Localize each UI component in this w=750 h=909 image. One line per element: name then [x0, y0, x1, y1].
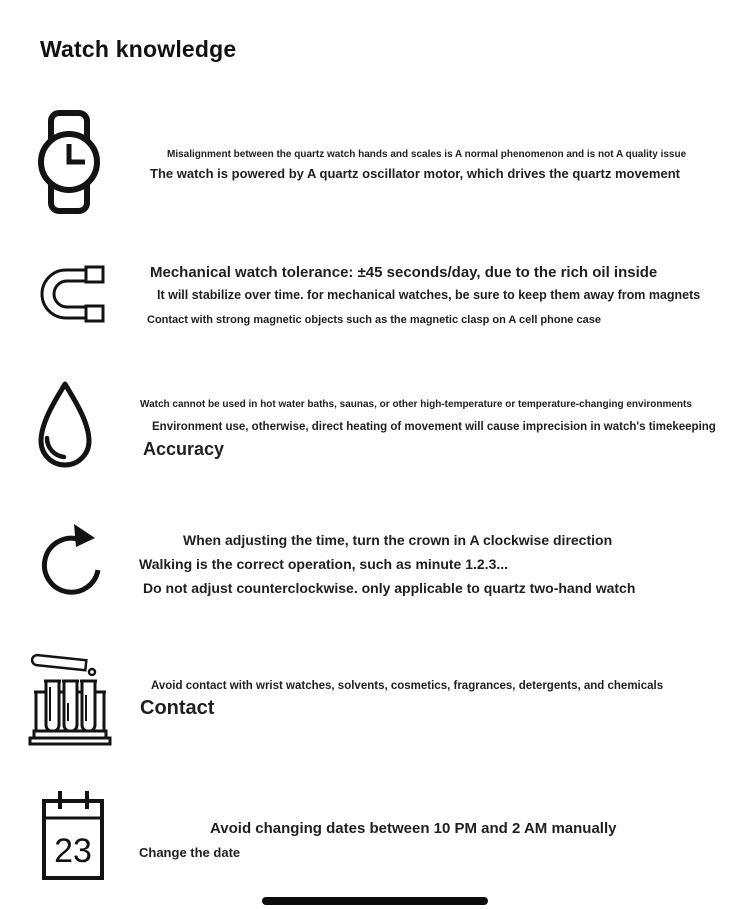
- section-heading: Avoid changing dates between 10 PM and 2 AM manually: [210, 820, 617, 837]
- section-note: Misalignment between the quartz watch hands and scales is A normal phenomenon and is not A quality issue: [167, 149, 687, 160]
- section-quartz-movement: [0, 108, 750, 218]
- page-title: Watch knowledge: [40, 36, 237, 62]
- section-note: Watch cannot be used in hot water baths, saunas, or other high-temperature or temperature-changing environments: [140, 399, 692, 410]
- home-indicator-bar[interactable]: [262, 897, 488, 905]
- section-time-adjustment: [0, 518, 750, 608]
- section-note: Contact with strong magnetic objects such as the magnetic clasp on A cell phone case: [147, 314, 601, 326]
- water-drop-icon: [33, 378, 97, 480]
- test-tubes-icon: [28, 645, 112, 747]
- section-accuracy: [0, 376, 750, 486]
- section-text: Walking is the correct operation, such as minute 1.2.3...: [139, 556, 509, 572]
- section-heading: When adjusting the time, turn the crown in A clockwise direction: [183, 532, 613, 548]
- section-text: It will stabilize over time. for mechanical watches, be sure to keep them away from magnets: [157, 288, 701, 302]
- section-text: The watch is powered by A quartz oscillator motor, which drives the quartz movement: [150, 166, 680, 181]
- section-heading: Contact: [140, 697, 215, 719]
- section-magnetism: [0, 258, 750, 338]
- calendar-icon: [40, 788, 106, 882]
- section-chemical-contact: [0, 643, 750, 748]
- section-date-change: [0, 786, 750, 886]
- section-heading: Mechanical watch tolerance: ±45 seconds/day, due to the rich oil inside: [150, 264, 658, 281]
- section-text: Do not adjust counterclockwise. only applicable to quartz two-hand watch: [143, 580, 636, 596]
- section-text: Environment use, otherwise, direct heating of movement will cause imprecision in watch's timekeeping: [152, 421, 716, 433]
- wristwatch-icon: [38, 110, 100, 214]
- section-note: Avoid contact with wrist watches, solvents, cosmetics, fragrances, detergents, and chemicals: [151, 680, 664, 692]
- calendar-day-number: 23: [54, 832, 92, 870]
- magnet-icon: [36, 264, 110, 324]
- section-heading: Accuracy: [143, 439, 225, 459]
- section-text: Change the date: [139, 845, 241, 860]
- clockwise-arrow-icon: [38, 522, 104, 600]
